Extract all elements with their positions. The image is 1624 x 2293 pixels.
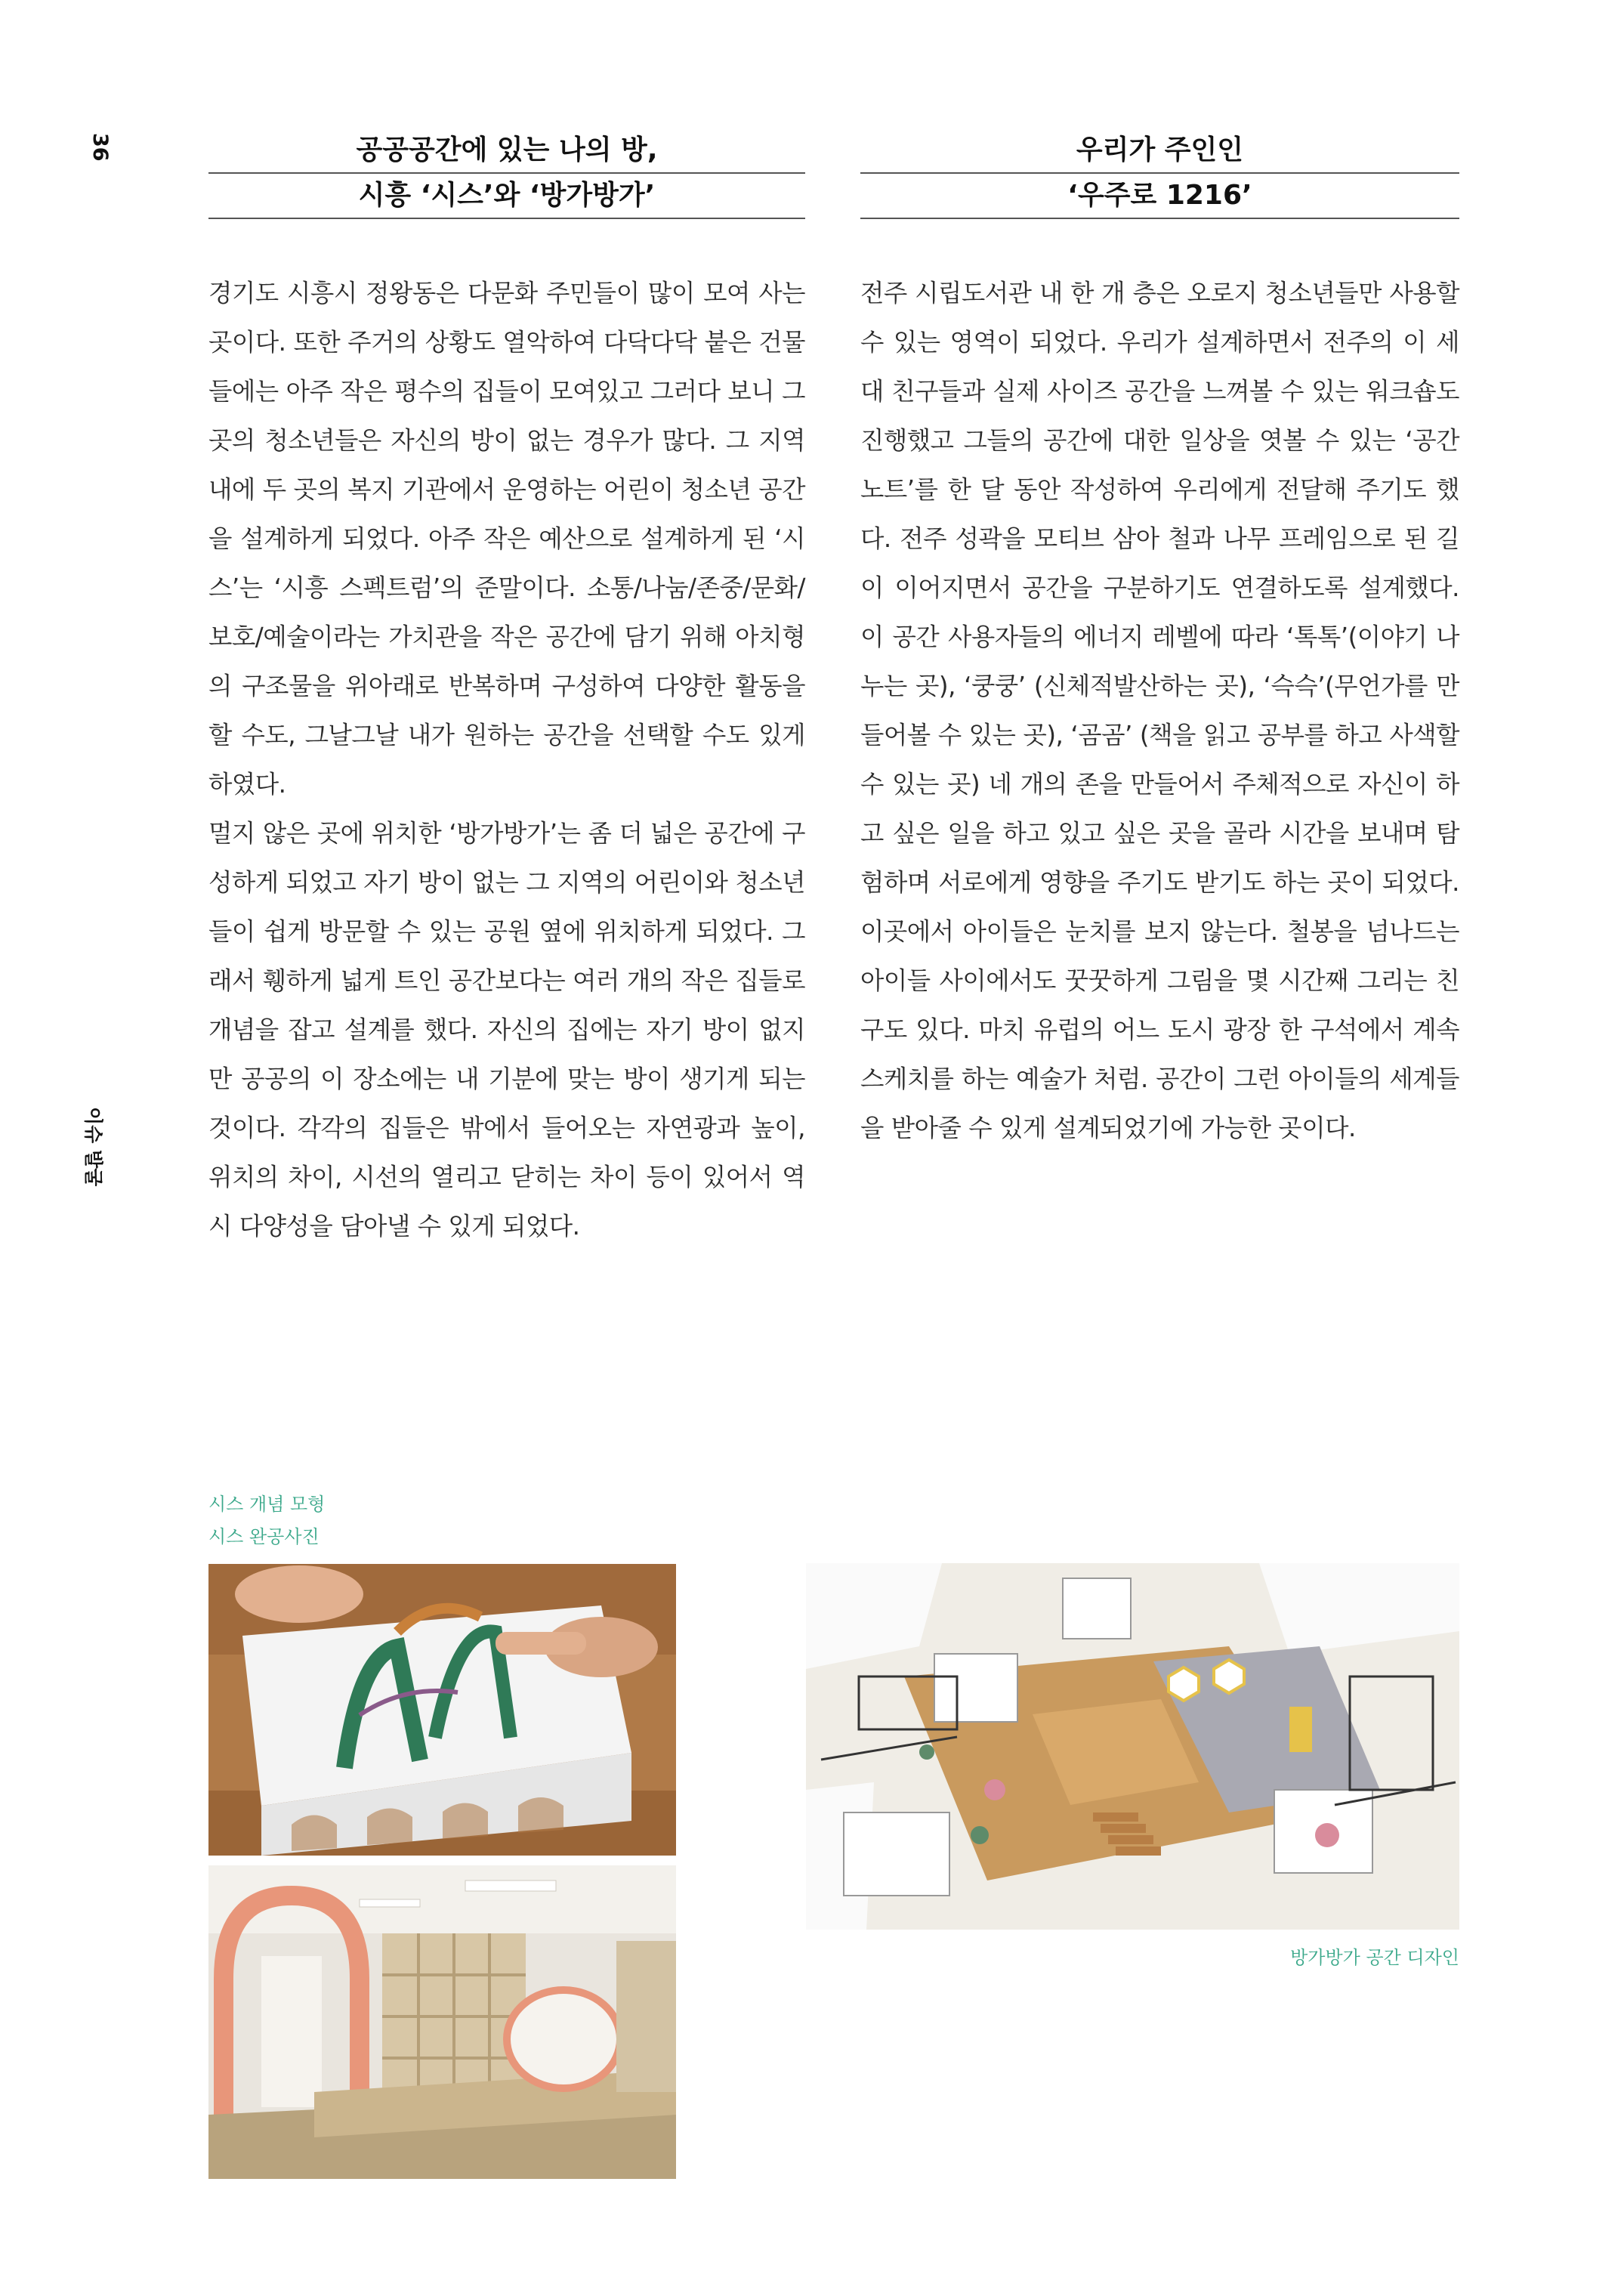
caption-design: 방가방가 공간 디자인 bbox=[1290, 1947, 1459, 1968]
right-title bbox=[860, 128, 1459, 219]
caption-photo: 시스 완공사진 bbox=[208, 1526, 320, 1547]
right-title-line1: 우리가 주인인 bbox=[1076, 134, 1244, 165]
left-title bbox=[208, 128, 805, 219]
left-title-line1: 공공공간에 있는 나의 방, bbox=[356, 134, 658, 165]
right-title-rule-bottom bbox=[860, 218, 1459, 219]
left-paragraph-1: 경기도 시흥시 정왕동은 다문화 주민들이 많이 모여 사는 곳이다. 또한 주거의 상황도 열악하여 다닥다닥 붙은 건물들에는 아주 작은 평수의 집들이 모여있고 그러다 보니 그곳의 청소년들은 자신의 방이 없는 경우가 많다. 그 지역 내에 두 곳의 복지 기관에서 운영하는 어린이 청소년 공간을 설계하게 되었다. 아주 작은 예산으로 설계하게 된 ‘시스’는 ‘시흥 스펙트럼’의 준말이다. 소통/나눔/존중/문화/보호/예술이라는 가치관을 작은 공간에 담기 위해 아치형의 구조물을 위아래로 반복하며 구성하여 다양한 활동을 할 수도, 그날그날 내가 원하는 공간을 선택할 수도 있게 하였다. bbox=[208, 279, 805, 799]
section-label: 이슈 발굴 bbox=[82, 1107, 104, 1187]
caption-model: 시스 개념 모형 bbox=[208, 1494, 326, 1515]
left-title-rule-bottom bbox=[208, 218, 805, 219]
left-body bbox=[208, 269, 805, 1251]
left-paragraph-2: 멀지 않은 곳에 위치한 ‘방가방가’는 좀 더 넓은 공간에 구성하게 되었고 자기 방이 없는 그 지역의 어린이와 청소년들이 쉽게 방문할 수 있는 공원 옆에 위치하게 되었다. 그래서 휑하게 넓게 트인 공간보다는 여러 개의 작은 집들로 개념을 잡고 설계를 했다. 자신의 집에는 자기 방이 없지만 공공의 이 장소에는 내 기분에 맞는 방이 생기게 되는 것이다. 각각의 집들은 밖에서 들어오는 자연광과 높이, 위치의 차이, 시선의 열리고 닫히는 차이 등이 있어서 역시 다양성을 담아낼 수 있게 되었다. bbox=[208, 819, 805, 1241]
design-render bbox=[806, 1563, 1459, 1930]
right-paragraph-1: 전주 시립도서관 내 한 개 층은 오로지 청소년들만 사용할 수 있는 영역이 되었다. 우리가 설계하면서 전주의 이 세대 친구들과 실제 사이즈 공간을 느껴볼 수 있는 워크숍도 진행했고 그들의 공간에 대한 일상을 엿볼 수 있는 ‘공간 노트’를 한 달 동안 작성하여 우리에게 전달해 주기도 했다. 전주 성곽을 모티브 삼아 철과 나무 프레임으로 된 길이 이어지면서 공간을 구분하기도 연결하도록 설계했다. 이 공간 사용자들의 에너지 레벨에 따라 ‘톡톡’(이야기 나누는 곳), ‘쿵쿵’ (신체적발산하는 곳), ‘슥슥’(무언가를 만들어볼 수 있는 곳), ‘곰곰’ (책을 읽고 공부를 하고 사색할 수 있는 곳) 네 개의 존을 만들어서 주체적으로 자신이 하고 싶은 일을 하고 있고 싶은 곳을 골라 시간을 보내며 탐험하며 서로에게 영향을 주기도 받기도 하는 곳이 되었다. 이곳에서 아이들은 눈치를 보지 않는다. 철봉을 넘나드는 아이들 사이에서도 꿋꿋하게 그림을 몇 시간째 그리는 친구도 있다. 마치 유럽의 어느 도시 광장 한 구석에서 계속 스케치를 하는 예술가 처럼. 공간이 그런 아이들의 세계들을 받아줄 수 있게 설계되었기에 가능한 곳이다. bbox=[860, 279, 1459, 1142]
completed-photo bbox=[208, 1865, 676, 2179]
right-body bbox=[860, 269, 1459, 1153]
page-number: 36 bbox=[88, 133, 112, 162]
right-title-line2: ‘우주로 1216’ bbox=[1067, 180, 1252, 211]
model-photo bbox=[208, 1564, 676, 1856]
left-title-line2: 시흥 ‘시스’와 ‘방가방가’ bbox=[358, 180, 656, 211]
